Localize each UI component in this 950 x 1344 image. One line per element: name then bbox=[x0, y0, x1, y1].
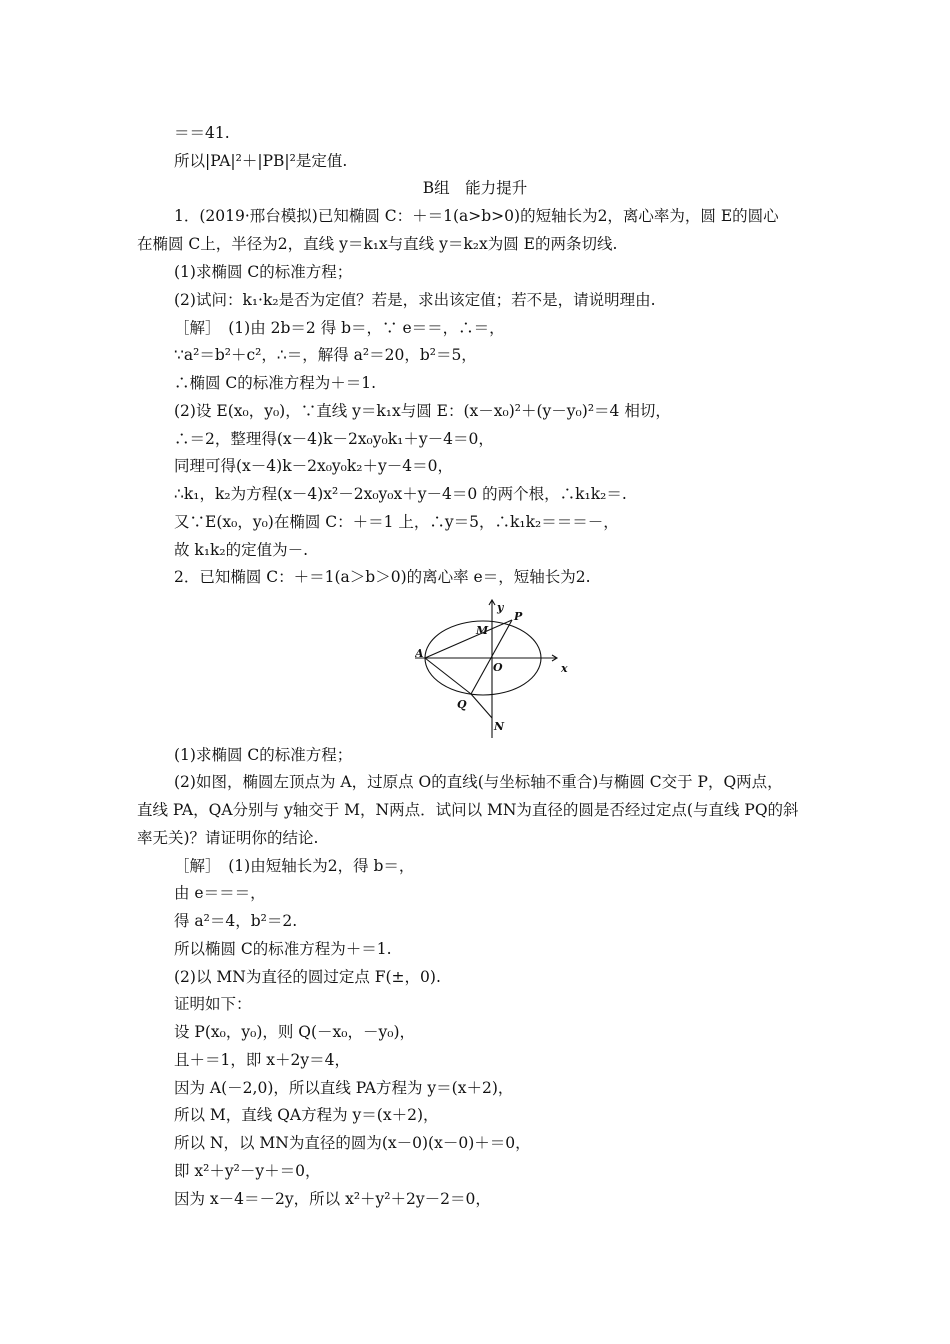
text-line: 故 k₁k₂的定值为－. bbox=[174, 541, 309, 559]
text-line: ∴＝2，整理得(x－4)k－2x₀y₀k₁＋y－4＝0， bbox=[174, 430, 494, 448]
text-line: 所以|PA|²＋|PB|²是定值. bbox=[174, 152, 348, 170]
text-line: 2．已知椭圆 C：＋＝1(a＞b＞0)的离心率 e＝，短轴长为2. bbox=[174, 568, 591, 586]
text-line: 直线 PA，QA分别与 y轴交于 M，N两点．试问以 MN为直径的圆是否经过定点(与直线 PQ的斜 bbox=[137, 801, 799, 819]
label-y: y bbox=[497, 601, 504, 614]
text-line: 证明如下： bbox=[174, 995, 252, 1013]
text-line: (1)求椭圆 C的标准方程； bbox=[174, 263, 353, 281]
text-line: 率无关)？请证明你的结论. bbox=[137, 829, 319, 847]
text-line: 设 P(x₀，y₀)，则 Q(－x₀，－y₀)， bbox=[174, 1023, 416, 1041]
text-line: ∴椭圆 C的标准方程为＋＝1. bbox=[174, 374, 377, 392]
label-Q: Q bbox=[457, 698, 467, 711]
text-line: ∵a²＝b²＋c²，∴＝，解得 a²＝20，b²＝5， bbox=[174, 346, 477, 364]
ellipse-diagram bbox=[415, 597, 575, 739]
section-heading: B组 能力提升 bbox=[422, 179, 528, 197]
label-M: M bbox=[476, 624, 489, 637]
label-x: x bbox=[561, 662, 568, 675]
label-O: O bbox=[493, 661, 503, 674]
text-line: 所以 M，直线 QA方程为 y＝(x＋2)， bbox=[174, 1106, 439, 1124]
text-line: 即 x²＋y²－y＋＝0， bbox=[174, 1162, 321, 1180]
line-AP bbox=[425, 620, 512, 658]
text-line: 因为 x－4＝－2y，所以 x²＋y²＋2y－2＝0， bbox=[174, 1190, 491, 1208]
text-line: (2)试问：k₁·k₂是否为定值？若是，求出该定值；若不是，请说明理由. bbox=[174, 291, 656, 309]
text-line: (2)设 E(x₀，y₀)，∵直线 y＝k₁x与圆 E：(x－x₀)²＋(y－y₀)²＝4 相切， bbox=[174, 402, 671, 420]
text-line: ＝＝41. bbox=[174, 124, 230, 142]
text-line: 在椭圆 C上，半径为2，直线 y＝k₁x与直线 y＝k₂x为圆 E的两条切线. bbox=[137, 235, 618, 253]
text-line: 得 a²＝4，b²＝2. bbox=[174, 912, 298, 930]
label-N: N bbox=[494, 720, 505, 733]
text-line: 由 e＝＝＝， bbox=[174, 884, 266, 902]
text-line: ［解］ (1)由 2b＝2 得 b＝，∵ e＝＝，∴＝， bbox=[174, 319, 505, 337]
label-P: P bbox=[514, 610, 523, 623]
text-line: ∴k₁，k₂为方程(x－4)x²－2x₀y₀x＋y－4＝0 的两个根，∴k₁k₂＝. bbox=[174, 485, 627, 503]
text-line: 因为 A(－2,0)，所以直线 PA方程为 y＝(x＋2)， bbox=[174, 1079, 514, 1097]
text-line: (2)如图，椭圆左顶点为 A，过原点 O的直线(与坐标轴不重合)与椭圆 C交于 P，Q两点， bbox=[174, 773, 783, 791]
line-QN bbox=[471, 694, 492, 718]
text-line: (2)以 MN为直径的圆过定点 F(±，0). bbox=[174, 968, 441, 986]
text-line: 1．(2019·邢台模拟)已知椭圆 C：＋＝1(a>b>0)的短轴长为2，离心率为，圆 E的圆心 bbox=[174, 207, 779, 225]
text-line: 同理可得(x－4)k－2x₀y₀k₂＋y－4＝0， bbox=[174, 457, 453, 475]
text-line: (1)求椭圆 C的标准方程； bbox=[174, 746, 353, 764]
text-line: ［解］ (1)由短轴长为2，得 b＝， bbox=[174, 857, 415, 875]
text-line: 所以 N，以 MN为直径的圆为(x－0)(x－0)＋＝0， bbox=[174, 1134, 531, 1152]
text-line: 且＋＝1，即 x＋2y＝4， bbox=[174, 1051, 351, 1069]
label-A: A bbox=[415, 647, 424, 660]
text-line: 所以椭圆 C的标准方程为＋＝1. bbox=[174, 940, 392, 958]
text-line: 又∵E(x₀，y₀)在椭圆 C：＋＝1 上，∴y＝5，∴k₁k₂＝＝＝－， bbox=[174, 513, 619, 531]
